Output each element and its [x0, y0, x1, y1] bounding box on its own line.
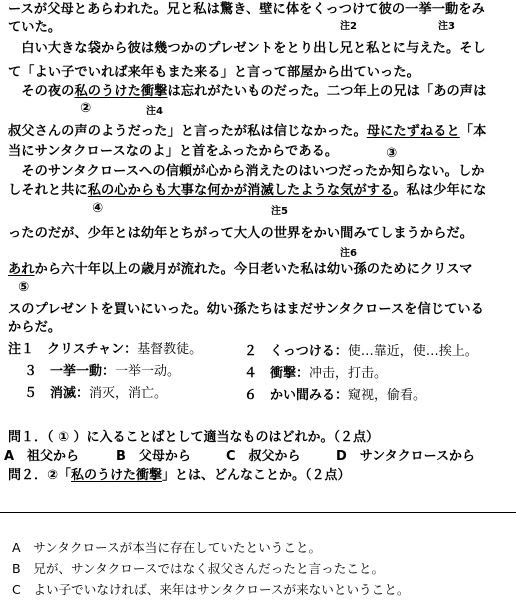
note-gloss: 冲击，打击。	[309, 366, 388, 381]
passage-text: 「本	[459, 124, 487, 139]
blank-marker-5: ⑤	[18, 280, 30, 295]
note-gloss: 基督教徒。	[137, 342, 203, 357]
note-1	[8, 342, 202, 358]
passage-text: は忘れがたいものだった。二つ年上の兄は「あの声は	[167, 84, 487, 99]
note-gloss: 一举一动。	[115, 364, 181, 379]
underlined-phrase-5: あれ	[8, 262, 35, 277]
note-6	[244, 388, 426, 404]
note-label: ２ くっつける：	[244, 344, 348, 359]
note-4	[244, 366, 387, 382]
note-label: ５ 消滅：	[24, 386, 90, 401]
blank-marker-2: ②	[80, 101, 92, 116]
question-1: 問１．（ ① ）に入ることばとして適当なものはどれか。（２点）	[8, 430, 380, 445]
q2-suffix: 」とは、どんなことか。（２点）	[162, 468, 351, 483]
passage-text: 叔父さんの声のようだった」と言ったが私は信じなかった。	[8, 124, 367, 139]
note-gloss: 窥视，偷看。	[348, 388, 427, 403]
blank-marker-3: ③	[386, 146, 398, 161]
passage-text: 。私は少年にな	[393, 183, 487, 198]
q1-choice-c[interactable]: C 叔父から	[226, 449, 301, 464]
underlined-phrase-4: 私の心からも大事な何かが消滅したような気がする	[87, 183, 394, 198]
passage-text: その夜の	[8, 84, 75, 99]
blank-marker-4: ④	[92, 201, 104, 216]
passage-text: しそれと共に	[8, 183, 88, 198]
passage-line-6	[8, 124, 486, 140]
passage-line-1: ースが父母とあらわれた。兄と私は驚き、壁に体をくっつけて彼の一挙一動をみ	[8, 2, 485, 17]
passage-line-13: からだ。	[8, 320, 62, 335]
note-gloss: 使…靠近，使…挨上。	[347, 344, 478, 359]
underlined-phrase-2: 私のうけた衝撃	[74, 84, 168, 99]
note-label: ６ かい間みる：	[244, 388, 349, 403]
note-marker-3: 注3	[438, 21, 455, 32]
q2-underlined: 私のうけた衝撃	[71, 468, 163, 483]
answer-option-a[interactable]: A サンタクロースが本当に存在していたということ。	[12, 540, 322, 555]
note-3	[24, 364, 180, 380]
passage-line-12: スのプレゼントを買いにいった。幼い孫たちはまだサンタクロースを信じている	[8, 302, 484, 317]
q1-choice-d[interactable]: D サンタクロースから	[336, 449, 475, 464]
note-label: ４ 衝撃：	[244, 366, 310, 381]
question-2	[8, 468, 351, 484]
passage-line-2: ていた。	[8, 20, 62, 35]
passage-line-3: 白い大きな袋から彼は幾つかのプレゼントをとり出し兄と私とに与えた。そし	[8, 41, 486, 56]
passage-line-9	[8, 183, 486, 199]
note-2	[244, 344, 478, 360]
passage-text: から六十年以上の歳月が流れた。今日老いた私は幼い孫のためにクリスマ	[34, 262, 473, 277]
passage-line-8: そのサンタクロースへの信頼が心から消えたのはいつだったか知らない。しか	[8, 164, 485, 179]
note-5	[24, 386, 167, 402]
passage-line-4: て「よい子でいれば来年もまた来る」と言って部屋から出ていった。	[8, 65, 420, 80]
passage-line-10: ったのだが、少年とは幼年とちがって大人の世界をかい間みてしまうからだ。	[8, 226, 474, 241]
q1-choice-a[interactable]: A 祖父から	[4, 449, 80, 464]
answer-option-c[interactable]: C よい子でいなければ、来年はサンタクロースが来ないということ。	[12, 582, 410, 597]
answer-option-b[interactable]: B 兄が、サンタクロースではなく叔父さんだったと言ったこと。	[12, 561, 385, 576]
note-marker-5: 注5	[271, 206, 288, 217]
note-marker-4: 注4	[146, 106, 163, 117]
passage-line-5	[8, 84, 486, 100]
note-marker-2: 注2	[340, 21, 357, 32]
note-label: 注１ クリスチャン：	[8, 342, 138, 357]
note-marker-6: 注6	[340, 248, 357, 259]
passage-line-7: 当にサンタクロースなのよ」と首をふったからである。	[8, 144, 339, 159]
passage-line-11	[8, 262, 473, 278]
section-divider	[0, 512, 516, 513]
q2-prefix: 問２．②「	[8, 468, 72, 483]
q1-choice-b[interactable]: B 父母から	[116, 449, 191, 464]
note-gloss: 消灭，消亡。	[89, 386, 168, 401]
note-label: ３ 一挙一動：	[24, 364, 116, 379]
underlined-phrase-3: 母にたずねると	[366, 124, 460, 139]
